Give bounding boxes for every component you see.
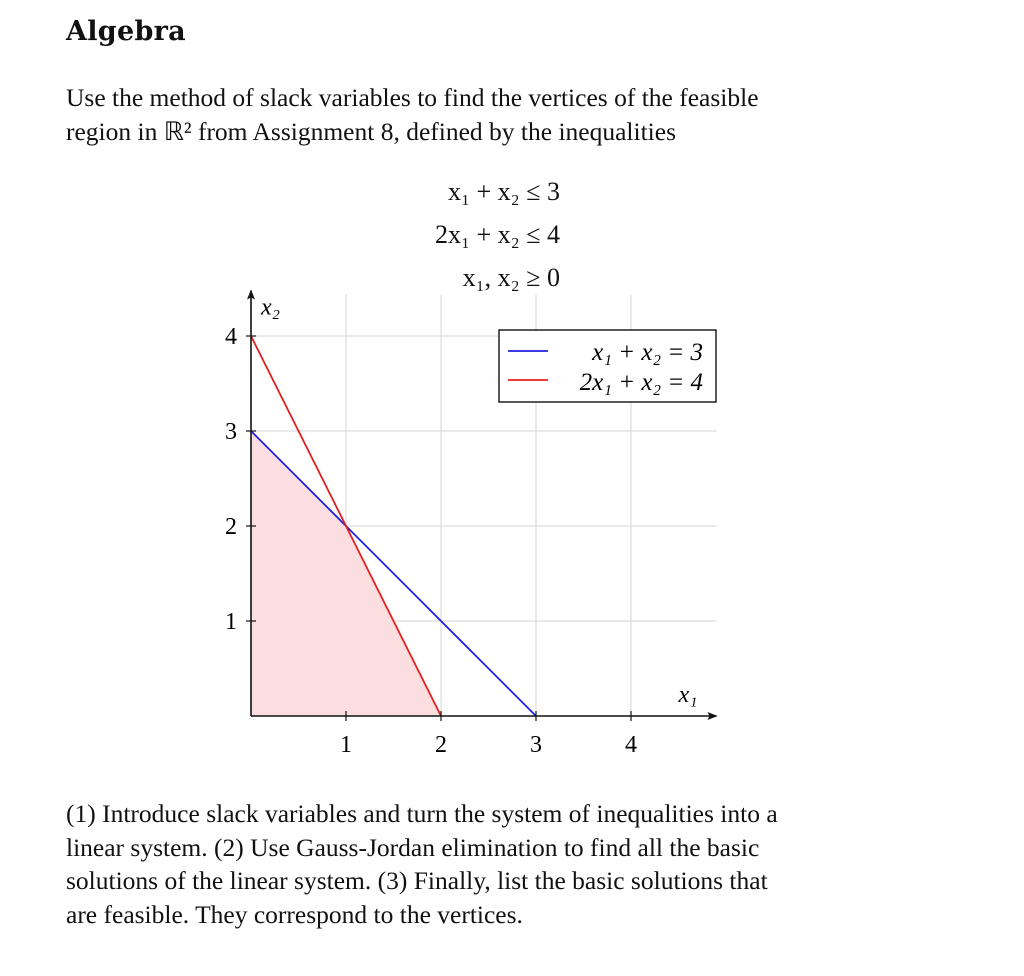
x-axis-label: x₁ [678, 682, 698, 708]
inequality-3: x₁, x₂ ≥ 0 [462, 263, 560, 292]
task-paragraph [66, 797, 896, 931]
section-heading: Algebra [66, 16, 186, 47]
real-plane-symbol: ℝ² [163, 116, 192, 146]
legend-label-1: x₁ + x₂ = 3 [592, 339, 703, 366]
y-tick-label-1: 1 [225, 609, 237, 635]
intro-line-2-start: region in [66, 116, 164, 146]
task-line-4: are feasible. They correspond to the vertices. [66, 899, 523, 929]
inequality-1: x₁ + x₂ ≤ 3 [447, 177, 560, 206]
task-line-2: linear system. (2) Use Gauss-Jordan elimination to find all the basic [66, 832, 760, 862]
legend-label-2: 2x₁ + x₂ = 4 [579, 369, 703, 396]
task-line-1: (1) Introduce slack variables and turn the system of inequalities into a [66, 799, 778, 828]
legend [499, 330, 716, 402]
x-tick-label-4: 4 [625, 732, 637, 758]
x-tick-label-2: 2 [435, 732, 447, 758]
inequality-2: 2x₁ + x₂ ≤ 4 [434, 220, 560, 249]
y-tick-label-4: 4 [225, 324, 237, 350]
y-tick-label-3: 3 [225, 419, 237, 445]
x-tick-label-1: 1 [340, 732, 352, 758]
y-axis-label: x₂ [261, 294, 280, 321]
intro-line-2-end: from Assignment 8, defined by the inequalities [191, 116, 676, 146]
task-line-3: solutions of the linear system. (3) Finally, list the basic solutions that [66, 866, 768, 895]
intro-line-1: Use the method of slack variables to find the vertices of the feasible [66, 83, 759, 112]
y-tick-label-2: 2 [225, 514, 237, 540]
x-tick-label-3: 3 [530, 732, 542, 758]
